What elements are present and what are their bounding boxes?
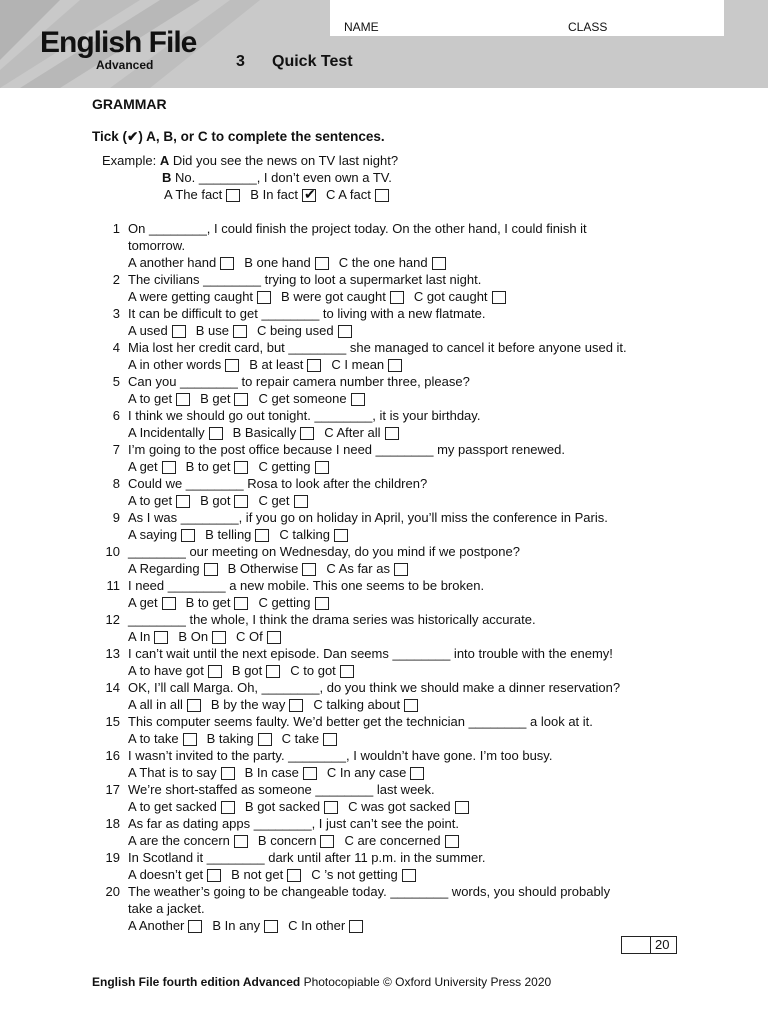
logo-subtitle: Advanced (96, 58, 154, 72)
tick-box[interactable] (394, 563, 408, 576)
option-text: B use (195, 323, 230, 338)
tick-box[interactable] (324, 801, 338, 814)
options-row (128, 798, 479, 815)
question-text: On ________, I could finish the project today. On the other hand, I could finish it (128, 221, 587, 236)
logo: English File (40, 26, 197, 59)
options-row (128, 458, 339, 475)
class-label: CLASS (568, 20, 608, 34)
question-number: 4 (112, 340, 120, 355)
tick-box[interactable] (187, 699, 201, 712)
option-text: A another hand (128, 255, 217, 270)
tick-box[interactable] (445, 835, 459, 848)
question-text: We’re short-staffed as someone ________ last week. (128, 782, 435, 797)
option-text: B to get (185, 459, 231, 474)
question-text: ________ our meeting on Wednesday, do you mind if we postpone? (128, 544, 520, 559)
option (128, 832, 248, 849)
option-text: B were got caught (281, 289, 386, 304)
option-text: A doesn’t get (128, 867, 204, 882)
option-text: B In fact (250, 187, 298, 202)
option-text: A Regarding (128, 561, 200, 576)
question-text: ________ the whole, I think the drama series was historically accurate. (128, 612, 536, 627)
options-row (128, 492, 318, 509)
instruction: Tick (✔) A, B, or C to complete the sentences. (92, 129, 385, 144)
question-text: take a jacket. (128, 901, 205, 916)
option-text: A used (128, 323, 168, 338)
page-header (0, 0, 768, 88)
tick-box[interactable] (315, 461, 329, 474)
page-title: Quick Test (272, 53, 353, 70)
example-b-prefix: B (162, 170, 172, 185)
option-text: A to get (128, 493, 173, 508)
option-text: C being used (257, 323, 334, 338)
option (326, 186, 389, 203)
tick-box[interactable] (334, 529, 348, 542)
question-text: Could we ________ Rosa to look after the children? (128, 476, 428, 491)
option (128, 322, 186, 339)
option-text: B not get (231, 867, 284, 882)
tick-box[interactable] (315, 597, 329, 610)
question-number: 9 (112, 510, 120, 525)
option (250, 186, 316, 203)
example-line-b (162, 169, 392, 186)
option (128, 288, 271, 305)
options-row (128, 764, 434, 781)
options-row (128, 628, 291, 645)
option (258, 458, 328, 475)
tick-box[interactable] (208, 665, 222, 678)
option-text: C talking (279, 527, 330, 542)
option-text: C After all (324, 425, 381, 440)
option-text: A Another (128, 918, 185, 933)
option (290, 662, 354, 679)
options-row (128, 288, 516, 305)
tick-box[interactable] (255, 529, 269, 542)
footer-title: English File fourth edition Advanced (92, 975, 301, 989)
option-text: B to get (185, 595, 231, 610)
tick-box[interactable] (302, 186, 316, 202)
option-text: B got sacked (244, 799, 321, 814)
tick-box[interactable] (264, 920, 278, 933)
option (311, 866, 415, 883)
question-text: OK, I’ll call Marga. Oh, ________, do you think we should make a dinner reservation? (128, 680, 621, 695)
option (196, 322, 247, 339)
option-text: C get someone (258, 391, 347, 406)
option-text: C was got sacked (348, 799, 451, 814)
option-text: A in other words (128, 357, 222, 372)
example-options (164, 186, 399, 203)
option-text: A Incidentally (128, 425, 205, 440)
question-number: 14 (105, 680, 120, 695)
section-heading: GRAMMAR (92, 96, 167, 112)
tick-box[interactable] (234, 461, 248, 474)
question-text: I’m going to the post office because I need ________ my passport renewed. (128, 442, 565, 457)
option-text: C A fact (326, 187, 371, 202)
option (128, 424, 223, 441)
option-text: A to get sacked (128, 799, 217, 814)
tick-box[interactable] (455, 801, 469, 814)
tick-box[interactable] (375, 189, 389, 202)
option-text: A The fact (164, 187, 223, 202)
name-label: NAME (344, 20, 379, 34)
tick-box[interactable] (209, 427, 223, 440)
example-b-text: No. ________, I don’t even own a TV. (175, 170, 392, 185)
option-text: C get (258, 493, 290, 508)
option (313, 696, 418, 713)
option (128, 526, 195, 543)
option-text: A to have got (128, 663, 204, 678)
tick-box[interactable] (315, 257, 329, 270)
option-text: B In any (212, 918, 261, 933)
footer (92, 975, 551, 989)
option-text: B telling (205, 527, 252, 542)
option (128, 866, 221, 883)
options-row (128, 560, 418, 577)
option (288, 917, 363, 934)
tick-box[interactable] (432, 257, 446, 270)
tick-box[interactable] (385, 427, 399, 440)
option (414, 288, 506, 305)
option (258, 832, 335, 849)
tick-box[interactable] (221, 767, 235, 780)
option-text: B got (231, 663, 263, 678)
question-number: 20 (105, 884, 120, 899)
question-number: 19 (105, 850, 120, 865)
option (200, 492, 248, 509)
option (211, 696, 303, 713)
tick-box[interactable] (234, 393, 248, 406)
option-text: A saying (128, 527, 178, 542)
option-text: C getting (258, 459, 311, 474)
question-number: 18 (105, 816, 120, 831)
question-text: I think we should go out tonight. ________, it is your birthday. (128, 408, 481, 423)
option-text: C ’s not getting (311, 867, 398, 882)
tick-box[interactable] (204, 563, 218, 576)
tick-box[interactable] (162, 597, 176, 610)
tick-box[interactable] (225, 359, 239, 372)
options-row (128, 594, 339, 611)
question-number: 6 (112, 408, 120, 423)
tick-box[interactable] (207, 869, 221, 882)
footer-copyright: Photocopiable © Oxford University Press 2020 (300, 975, 552, 989)
tick-box[interactable] (176, 495, 190, 508)
option-text: A were getting caught (128, 289, 254, 304)
option (348, 798, 469, 815)
option-text: A are the concern (128, 833, 230, 848)
option-text: A In (128, 629, 151, 644)
option (258, 594, 328, 611)
tick-box[interactable] (320, 835, 334, 848)
option-text: B got (200, 493, 231, 508)
question-text: Mia lost her credit card, but ________ she managed to cancel it before anyone used it. (128, 340, 627, 355)
option (128, 390, 190, 407)
example-label: Example: (102, 153, 157, 168)
option-text: B taking (206, 731, 254, 746)
tick-box[interactable] (226, 189, 240, 202)
option (245, 798, 338, 815)
tick-box[interactable] (302, 563, 316, 576)
question-text: The civilians ________ trying to loot a supermarket last night. (128, 272, 482, 287)
option (282, 730, 338, 747)
question-number: 15 (105, 714, 120, 729)
option (128, 798, 235, 815)
option (128, 594, 176, 611)
option (331, 356, 402, 373)
tick-box[interactable] (258, 733, 272, 746)
option (249, 356, 321, 373)
question-text: As I was ________, if you go on holiday in April, you’ll miss the conference in Paris. (128, 510, 608, 525)
options-row (128, 730, 347, 747)
question-number: 3 (112, 306, 120, 321)
tick-box[interactable] (154, 631, 168, 644)
question-text: In Scotland it ________ dark until after 11 p.m. in the summer. (128, 850, 486, 865)
option (128, 254, 234, 271)
option-text: C got caught (413, 289, 488, 304)
option-text: B one hand (244, 255, 311, 270)
tick-box[interactable] (183, 733, 197, 746)
tick-box[interactable] (234, 495, 248, 508)
tick-box[interactable] (307, 359, 321, 372)
tick-box[interactable] (303, 767, 317, 780)
option (212, 917, 278, 934)
tick-box[interactable] (351, 393, 365, 406)
option (186, 594, 249, 611)
tick-box[interactable] (234, 835, 248, 848)
option (281, 288, 404, 305)
option-text: A get (128, 595, 158, 610)
option (339, 254, 446, 271)
option-text: A all in all (128, 697, 183, 712)
question-number: 11 (106, 578, 120, 593)
option (164, 186, 240, 203)
option (324, 424, 398, 441)
score-divider (650, 936, 651, 954)
option-text: B at least (249, 357, 304, 372)
option-text: C take (281, 731, 320, 746)
question-number: 2 (112, 272, 120, 287)
options-row (128, 917, 373, 934)
example-line-a (102, 152, 398, 169)
option-text: C I mean (331, 357, 385, 372)
option-text: C to got (290, 663, 336, 678)
question-text: tomorrow. (128, 238, 186, 253)
options-row (128, 662, 364, 679)
question-text: This computer seems faulty. We’d better get the technician ________ a look at it. (128, 714, 593, 729)
option (327, 764, 425, 781)
tick-box[interactable] (404, 699, 418, 712)
tick-box[interactable] (287, 869, 301, 882)
option (128, 696, 201, 713)
options-row (128, 356, 412, 373)
option-text: A get (128, 459, 158, 474)
options-row (128, 696, 428, 713)
option (128, 560, 218, 577)
question-number: 5 (112, 374, 120, 389)
option (258, 390, 364, 407)
option-text: B In case (244, 765, 299, 780)
question-text: I need ________ a new mobile. This one seems to be broken. (128, 578, 485, 593)
option (232, 662, 280, 679)
question-number: 1 (112, 221, 120, 236)
options-row (128, 390, 375, 407)
question-text: As far as dating apps ________, I just can’t see the point. (128, 816, 459, 831)
option-text: B by the way (210, 697, 286, 712)
question-text: I wasn’t invited to the party. ________, I wouldn’t have gone. I’m too busy. (128, 748, 553, 763)
tick-box[interactable] (349, 920, 363, 933)
option (128, 492, 190, 509)
options-row (128, 866, 426, 883)
option (244, 254, 329, 271)
option (279, 526, 348, 543)
tick-box[interactable] (257, 291, 271, 304)
option-text: C are concerned (344, 833, 441, 848)
options-row (128, 322, 362, 339)
option (236, 628, 281, 645)
options-row (128, 526, 358, 543)
options-row (128, 254, 456, 271)
tick-box[interactable] (340, 665, 354, 678)
example-a-text: Did you see the news on TV last night? (172, 153, 399, 168)
question-text: Can you ________ to repair camera number three, please? (128, 374, 470, 389)
option (200, 390, 248, 407)
tick-box[interactable] (176, 393, 190, 406)
question-number: 12 (105, 612, 120, 627)
option (228, 560, 317, 577)
options-row (128, 832, 469, 849)
question-number: 7 (112, 442, 120, 457)
option-text: B get (200, 391, 231, 406)
option (245, 764, 317, 781)
tick-box[interactable] (212, 631, 226, 644)
question-text: I can’t wait until the next episode. Dan seems ________ into trouble with the enemy! (128, 646, 613, 661)
option (128, 764, 235, 781)
tick-box[interactable] (410, 767, 424, 780)
option (128, 628, 168, 645)
tick-box[interactable] (181, 529, 195, 542)
tick-box[interactable] (492, 291, 506, 304)
tick-box[interactable] (338, 325, 352, 338)
option-text: C talking about (313, 697, 401, 712)
option (233, 424, 315, 441)
tick-box[interactable] (220, 257, 234, 270)
options-row (128, 424, 409, 441)
example-a-prefix: A (159, 153, 170, 168)
option (128, 730, 197, 747)
tick-box[interactable] (289, 699, 303, 712)
tick-box[interactable] (233, 325, 247, 338)
option (205, 526, 269, 543)
question-number: 13 (105, 646, 120, 661)
tick-box[interactable] (390, 291, 404, 304)
option (128, 662, 222, 679)
tick-box[interactable] (300, 427, 314, 440)
option (231, 866, 301, 883)
question-text: It can be difficult to get ________ to living with a new flatmate. (128, 306, 486, 321)
tick-box[interactable] (323, 733, 337, 746)
unit-number: 3 (236, 53, 245, 70)
option-text: C In other (288, 918, 346, 933)
tick-box[interactable] (294, 495, 308, 508)
option-text: C In any case (326, 765, 407, 780)
option-text: C As far as (326, 561, 390, 576)
option (257, 322, 352, 339)
option (207, 730, 272, 747)
option (326, 560, 408, 577)
option-text: A to take (128, 731, 179, 746)
question-number: 8 (112, 476, 120, 491)
question-number: 16 (105, 748, 120, 763)
tick-box[interactable] (162, 461, 176, 474)
tick-box[interactable] (172, 325, 186, 338)
option (128, 458, 176, 475)
tick-box[interactable] (188, 920, 202, 933)
tick-box[interactable] (221, 801, 235, 814)
tick-box[interactable] (266, 665, 280, 678)
name-class-box[interactable] (330, 0, 724, 36)
option-text: C getting (258, 595, 311, 610)
tick-box[interactable] (402, 869, 416, 882)
option (186, 458, 249, 475)
option-text: B concern (257, 833, 317, 848)
question-number: 17 (105, 782, 120, 797)
tick-box[interactable] (388, 359, 402, 372)
option (258, 492, 307, 509)
option-text: C the one hand (338, 255, 428, 270)
option (344, 832, 458, 849)
option (128, 917, 202, 934)
option (178, 628, 226, 645)
option-text: B On (178, 629, 209, 644)
option-text: B Otherwise (227, 561, 299, 576)
question-number: 10 (105, 544, 120, 559)
option-text: A to get (128, 391, 173, 406)
tick-mark-icon: ✔ (304, 186, 316, 202)
tick-box[interactable] (234, 597, 248, 610)
option-text: B Basically (232, 425, 297, 440)
option-text: A That is to say (128, 765, 217, 780)
score-total: 20 (655, 937, 670, 952)
question-text: The weather’s going to be changeable today. ________ words, you should probably (128, 884, 611, 899)
option (128, 356, 239, 373)
option-text: C Of (236, 629, 263, 644)
tick-box[interactable] (267, 631, 281, 644)
